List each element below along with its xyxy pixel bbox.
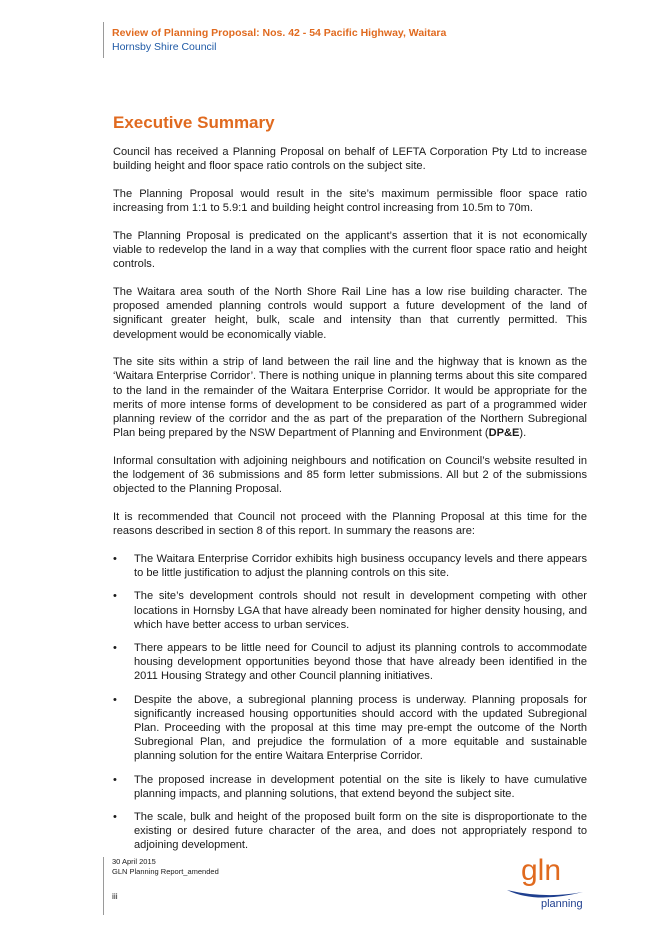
logo-sub-text: planning (541, 898, 583, 910)
bullet-icon: • (113, 641, 117, 654)
list-item: • The Waitara Enterprise Corridor exhibits high business occupancy levels and there appears to be little justification to adjust the planning controls on this site. (113, 552, 587, 580)
reasons-list (113, 552, 587, 853)
paragraph (113, 355, 587, 440)
list-item: • The scale, bulk and height of the proposed built form on the site is disproportionate to the existing or desired future character of the area, and does not appropriately respond to adjoining development. (113, 811, 587, 852)
list-item: • There appears to be little need for Council to adjust its planning controls to accommodate housing development opportunities beyond those that have already been identified in the 2011 Housing Strategy and other Council planning initiatives. (113, 641, 587, 683)
paragraph: The Waitara area south of the North Shore Rail Line has a low rise building character. The proposed amended planning controls would support a future development of the land of significant greater height, bulk, scale and intensity than that currently permitted. This development would be economically viable. (113, 285, 587, 341)
paragraph: Informal consultation with adjoining neighbours and notification on Council’s website resulted in the lodgement of 36 submissions and 85 form letter submissions. All but 2 of the submissions objected to the Planning Proposal. (113, 454, 587, 496)
page-content (113, 113, 587, 862)
bullet-icon: • (113, 773, 117, 786)
list-item: • Despite the above, a subregional planning process is underway. Planning proposals for significantly increased housing opportunities should accord with the updated Subregional Plan. Proceeding with the proposal at this time may pre-empt the outcome of the North Subregional Plan, and prejudice the formulation of a more equitable and sustainable planning solution for the entire Waitara Enterprise Corridor. (113, 693, 587, 763)
page-header (103, 22, 612, 58)
council-name: Hornsby Shire Council (112, 41, 217, 53)
bullet-icon: • (113, 552, 117, 565)
logo-brand-text: gln (521, 854, 562, 887)
paragraph: The Planning Proposal is predicated on the applicant’s assertion that it is not economically viable to redevelop the land in a way that complies with the current floor space ratio and height controls. (113, 229, 587, 271)
bullet-icon: • (113, 590, 117, 603)
list-item: • The site’s development controls should not result in development competing with other locations in Hornsby LGA that have already been nominated for higher density housing, and which have better access to urban services. (113, 590, 587, 631)
bullet-icon: • (113, 693, 117, 706)
paragraph: The Planning Proposal would result in the site’s maximum permissible floor space ratio increasing from 1:1 to 5.9:1 and building height control increasing from 10.5m to 70m. (113, 187, 587, 215)
page-number: iii (112, 891, 118, 901)
bullet-icon: • (113, 811, 117, 824)
paragraph: Council has received a Planning Proposal on behalf of LEFTA Corporation Pty Ltd to increase building height and floor space ratio controls on the subject site. (113, 146, 587, 173)
paragraph: It is recommended that Council not proceed with the Planning Proposal at this time for the reasons described in section 8 of this report. In summary the reasons are: (113, 511, 587, 538)
footer-date: 30 April 2015 (112, 857, 156, 866)
paragraph-text: The site sits within a strip of land between the rail line and the highway that is known as the ‘Waitara Enterprise Corridor’. There is nothing unique in planning terms about this site compared to the land in the remainder of the Waitara Enterprise Corridor. It would be appropriate for the merits of more intense forms of development to be considered as part of a programmed wider planning review of the corridor and the as part of the preparation of the Northern Subregional Plan being prepared by the NSW Department of Planning and Environment ( (113, 356, 587, 440)
gln-planning-logo (505, 852, 585, 910)
page-footer (103, 857, 272, 915)
section-title: Executive Summary (113, 113, 275, 132)
paragraph-tail: ). (519, 427, 527, 440)
list-item: • The proposed increase in development potential on the site is likely to have cumulative planning impacts, and planning solutions, that extend beyond the subject site. (113, 773, 587, 800)
footer-document: GLN Planning Report_amended (112, 867, 219, 876)
dpe-abbreviation: DP&E (488, 427, 520, 440)
report-title: Review of Planning Proposal: Nos. 42 - 54 Pacific Highway, Waitara (112, 27, 447, 39)
logo-swoosh-icon (507, 890, 583, 898)
